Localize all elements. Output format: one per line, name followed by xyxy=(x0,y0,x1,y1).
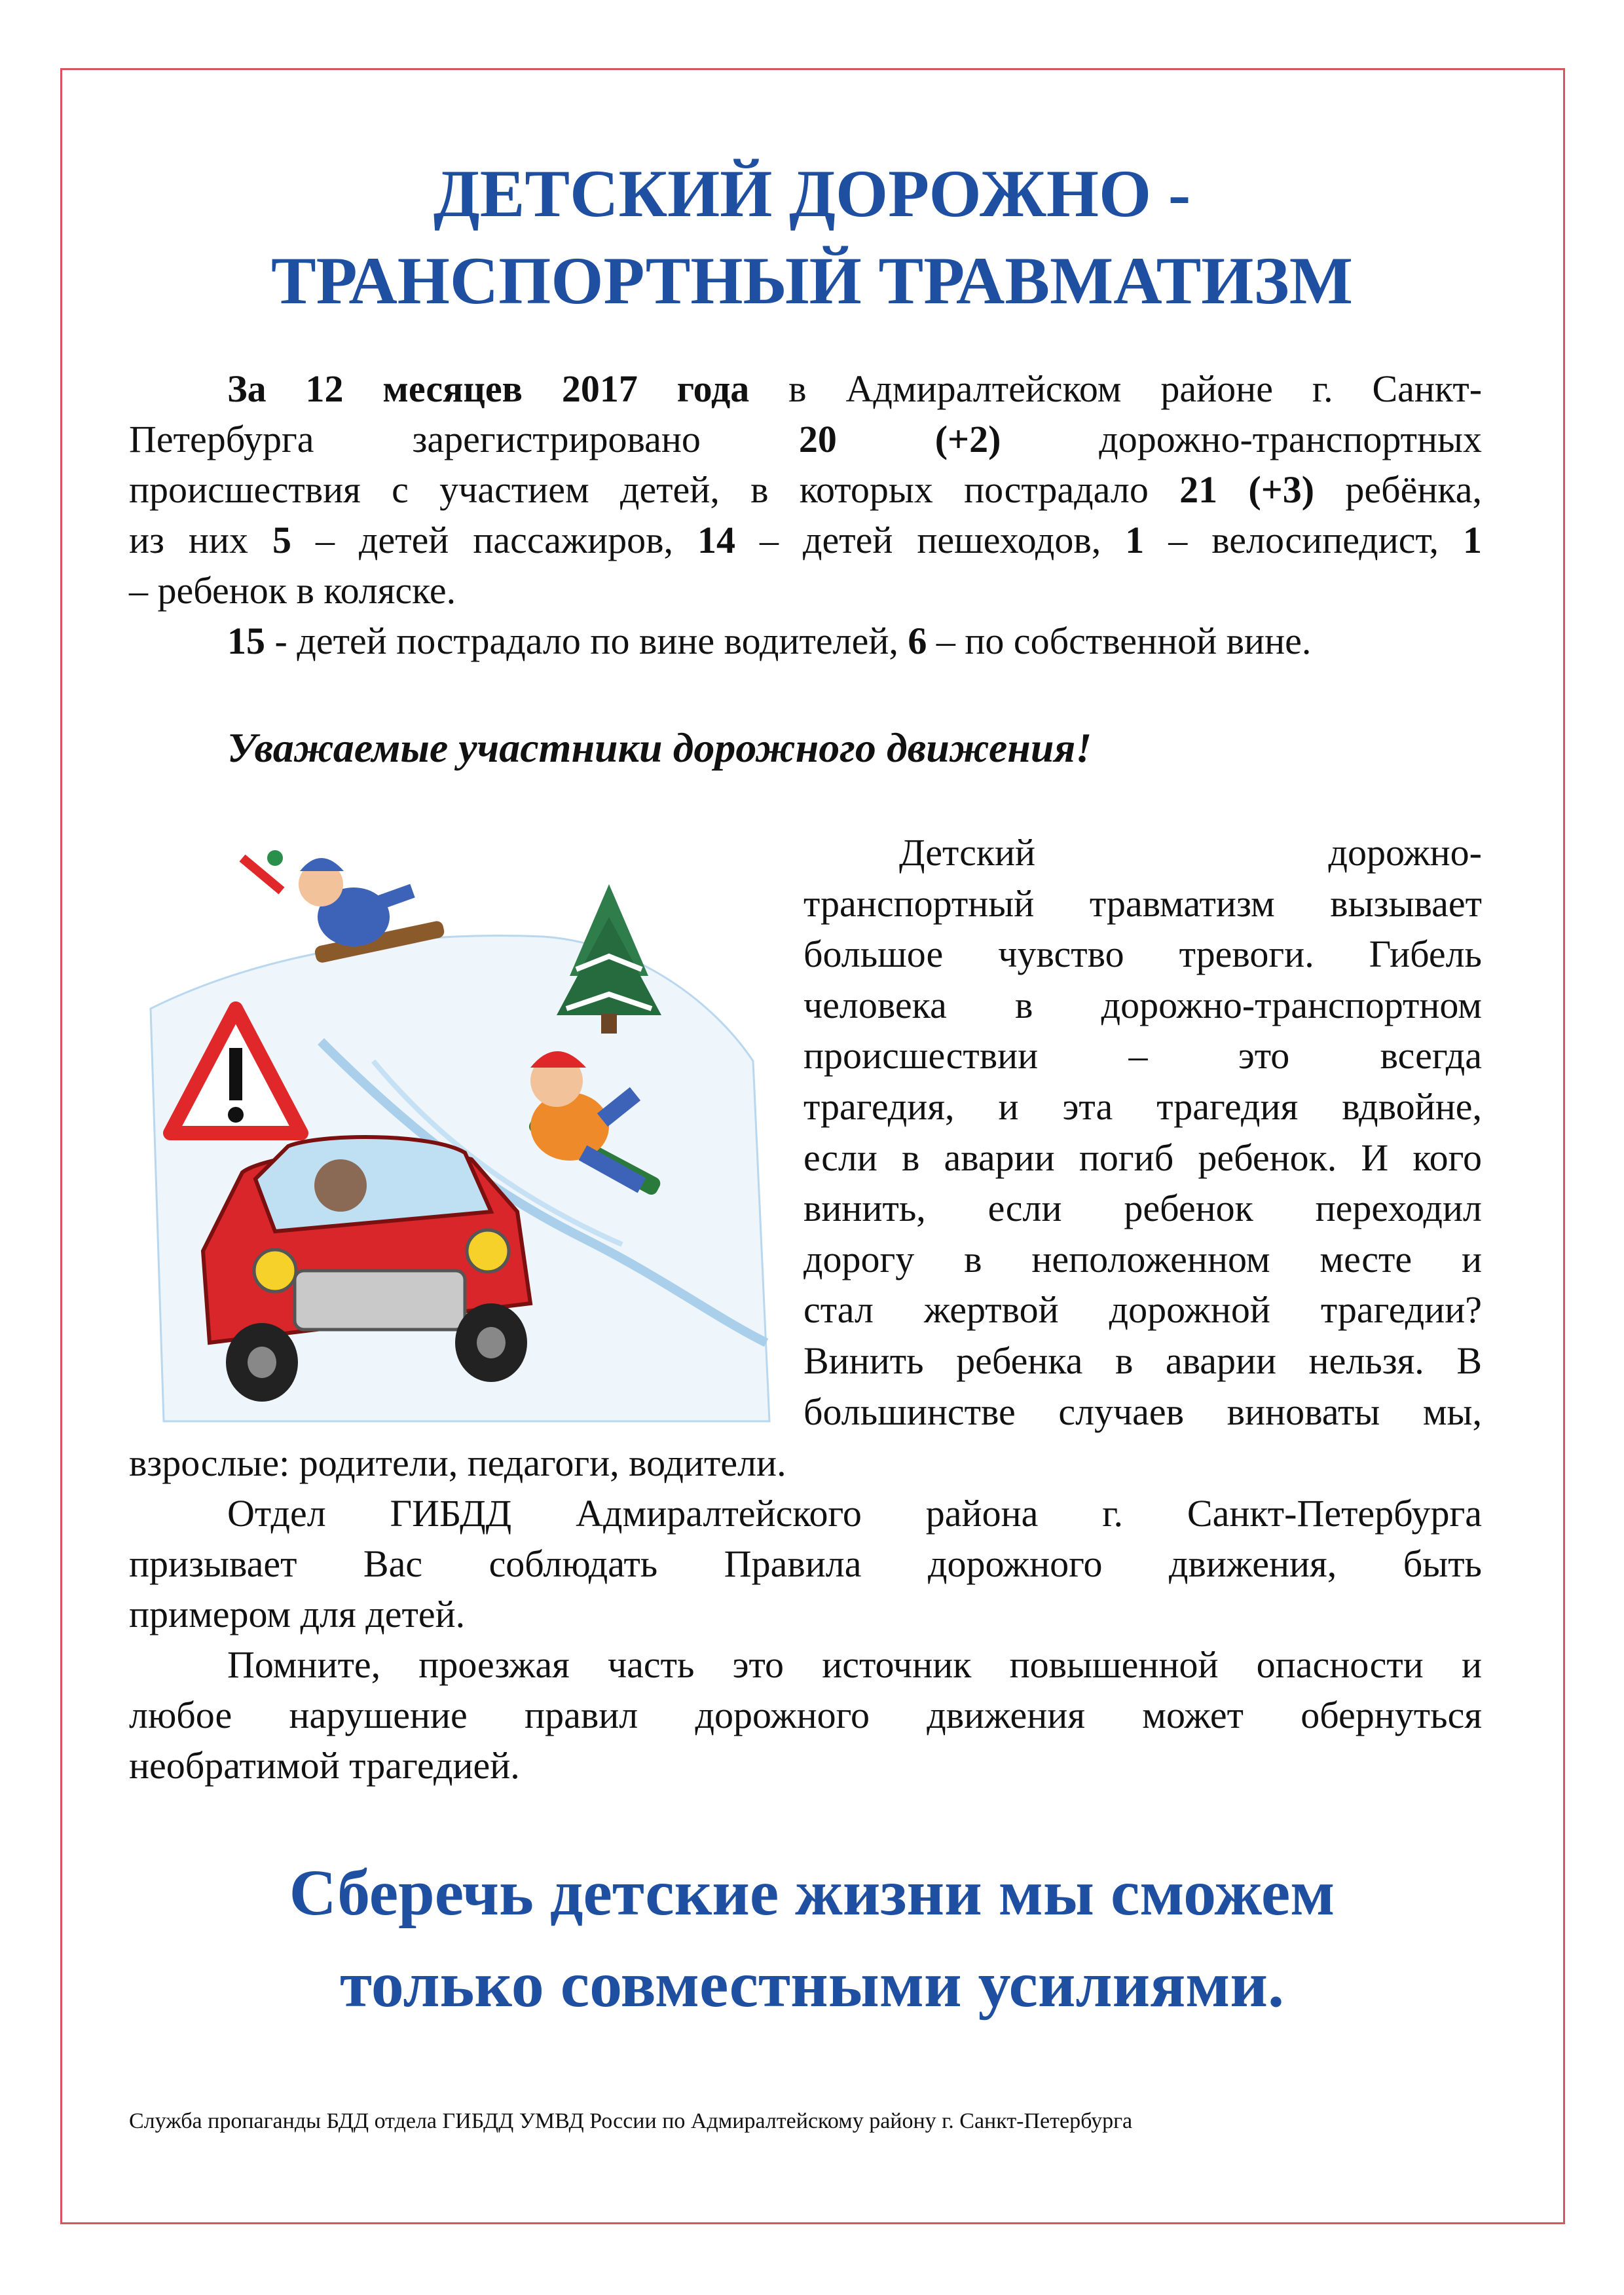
stat-text: - детей пострадало по вине водителей, xyxy=(265,620,908,662)
stat-stroller: 1 xyxy=(1462,519,1482,561)
appeal-body-text xyxy=(129,1438,1482,1791)
stat-passengers: 5 xyxy=(272,519,291,561)
stat-driver-fault: 15 xyxy=(227,620,265,662)
slogan-line-2: только совместными усилиями. xyxy=(339,1948,1285,2021)
winter-road-illustration xyxy=(124,845,773,1434)
stat-injured: 21 (+3) xyxy=(1179,468,1315,511)
stat-pedestrians: 14 xyxy=(697,519,736,561)
column-line: большое чувство тревоги. Гибель xyxy=(803,933,1482,976)
stat-cyclist: 1 xyxy=(1125,519,1145,561)
stat-text: – ребенок в коляске. xyxy=(129,569,456,612)
body-line: Отдел ГИБДД Адмиралтейского района г. Санкт-Петербурга xyxy=(227,1492,1482,1535)
body-line: Помните, проезжая часть это источник повышенной опасности и xyxy=(227,1643,1482,1686)
column-line: человека в дорожно-транспортном xyxy=(803,983,1482,1026)
column-line: большинстве случаев виноваты мы, xyxy=(803,1390,1482,1433)
column-line: стал жертвой дорожной трагедии? xyxy=(803,1288,1482,1332)
body-line: необратимой трагедией. xyxy=(129,1744,520,1787)
stat-text: из них xyxy=(129,519,272,561)
statistics-paragraph xyxy=(129,364,1482,666)
footer-credit: Служба пропаганды БДД отдела ГИБДД УМВД России по Адмиралтейскому району г. Санкт-Петербурга xyxy=(129,2109,1133,2133)
stat-accidents: 20 (+2) xyxy=(798,418,1001,460)
column-line: винить, если ребенок переходил xyxy=(803,1187,1482,1230)
title-line-1: ДЕТСКИЙ ДОРОЖНО - xyxy=(433,157,1191,231)
column-line: Детский дорожно- xyxy=(899,831,1482,874)
page-title xyxy=(0,151,1624,325)
stat-text: в Адмиралтейском районе г. Санкт- xyxy=(749,367,1483,410)
column-line: трагедия, и эта трагедия вдвойне, xyxy=(803,1085,1482,1128)
title-line-2: ТРАНСПОРТНЫЙ ТРАВМАТИЗМ xyxy=(270,244,1354,318)
column-line: происшествии – это всегда xyxy=(803,1034,1482,1077)
column-line: если в аварии погиб ребенок. И кого xyxy=(803,1136,1482,1179)
column-line: дорогу в неположенном месте и xyxy=(803,1237,1482,1280)
right-column-text xyxy=(803,827,1482,1437)
stat-text: – по собственной вине. xyxy=(927,620,1312,662)
appeal-heading: Уважаемые участники дорожного движения! xyxy=(227,724,1092,771)
stat-text: ребёнка, xyxy=(1314,468,1482,511)
column-line: транспортный травматизм вызывает xyxy=(803,882,1482,925)
slogan-line-1: Сберечь детские жизни мы сможем xyxy=(289,1856,1335,1929)
stat-text: – детей пешеходов, xyxy=(735,519,1126,561)
stat-text: – велосипедист, xyxy=(1144,519,1463,561)
stat-text: происшествия с участием детей, в которых пострадало xyxy=(129,468,1180,511)
slogan xyxy=(0,1847,1624,2030)
body-line: любое нарушение правил дорожного движения может обернуться xyxy=(129,1694,1482,1736)
body-line: призывает Вас соблюдать Правила дорожного движения, быть xyxy=(129,1542,1482,1585)
body-line: примером для детей. xyxy=(129,1593,466,1635)
stat-text: Петербурга зарегистрировано xyxy=(129,418,799,460)
stat-period: За 12 месяцев 2017 года xyxy=(227,367,750,410)
column-line: Винить ребенка в аварии нельзя. В xyxy=(803,1339,1482,1382)
stat-text: – детей пассажиров, xyxy=(291,519,698,561)
stat-own-fault: 6 xyxy=(908,620,927,662)
body-line: взрослые: родители, педагоги, водители. xyxy=(129,1442,786,1484)
stat-text: дорожно-транспортных xyxy=(1001,418,1482,460)
